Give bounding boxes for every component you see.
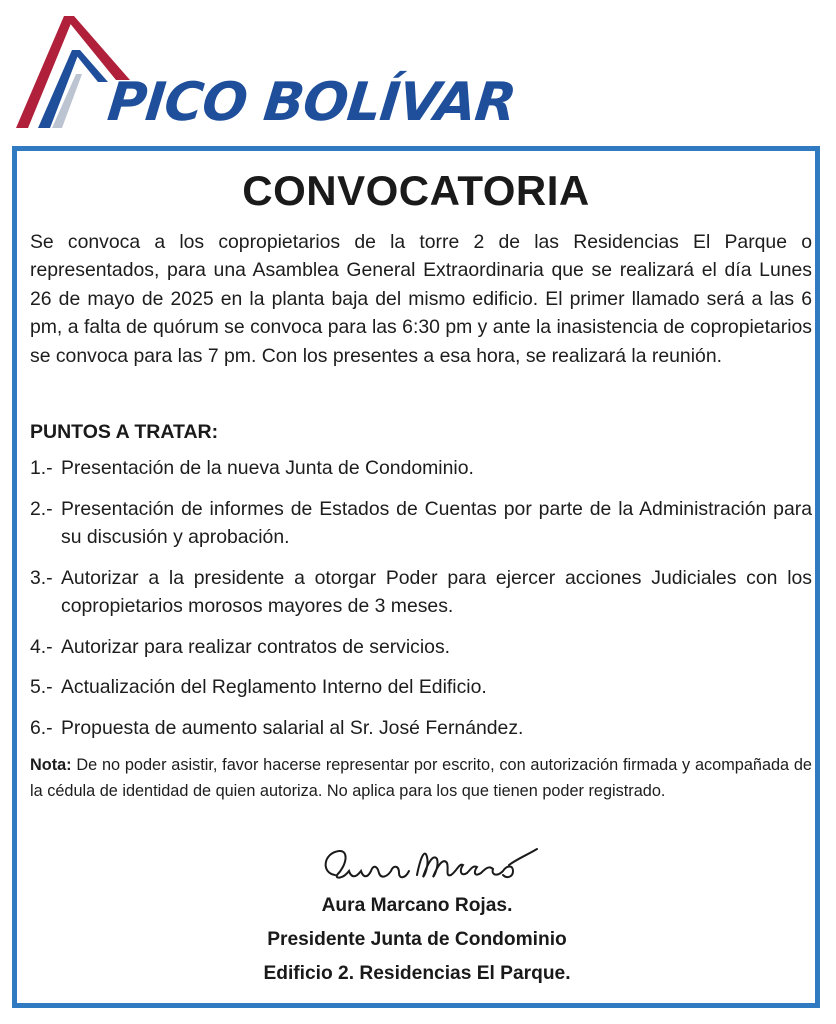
brand-logo (12, 10, 519, 136)
agenda-item-text: Autorizar para realizar contratos de servicios. (61, 635, 451, 658)
brand-name: PICO BOLÍVAR (104, 72, 519, 133)
signer-role: Presidente Junta de Condominio (267, 929, 567, 950)
agenda-item-text: Propuesta de aumento salarial al Sr. José Fernández. (61, 716, 524, 739)
points-heading: PUNTOS A TRATAR: (30, 421, 219, 443)
agenda-item-number: 4.- (30, 635, 53, 658)
note-text: De no poder asistir, favor hacerse representar por escrito, con autorización firmada y acompañada de la cédula de identidad de quien autoriza. No aplica para los que tienen poder registrado. (30, 756, 812, 800)
agenda-item-number: 2.- (30, 497, 53, 520)
agenda-item-number: 1.- (30, 457, 53, 479)
agenda-item (30, 673, 812, 702)
notice-frame (12, 146, 820, 1008)
agenda-item-text: Actualización del Reglamento Interno del Edificio. (61, 676, 487, 698)
agenda-item-text: Autorizar a la presidente a otorgar Poder para ejercer acciones Judiciales con los copropietarios morosos mayores de 3 meses. (61, 566, 812, 617)
agenda-item-number: 6.- (30, 716, 53, 739)
agenda-item (30, 495, 812, 552)
signature-block (217, 889, 617, 991)
note-paragraph (30, 752, 812, 804)
note-label: Nota: (30, 756, 72, 774)
agenda-item-text: Presentación de informes de Estados de Cuentas por parte de la Administración para su discusión y aprobación. (61, 497, 812, 548)
agenda-item (30, 564, 812, 621)
agenda-item (30, 633, 812, 662)
agenda-item-text: Presentación de la nueva Junta de Condominio. (61, 457, 474, 479)
page-title: CONVOCATORIA (242, 167, 590, 214)
agenda-item-number: 3.- (30, 566, 53, 589)
agenda-list (30, 454, 812, 754)
agenda-item (30, 454, 812, 483)
signer-building: Edificio 2. Residencias El Parque. (263, 963, 571, 984)
signer-name: Aura Marcano Rojas. (321, 895, 513, 916)
agenda-item-number: 5.- (30, 676, 53, 698)
intro-paragraph: Se convoca a los copropietarios de la torre 2 de las Residencias El Parque o representados, para una Asamblea General Extraordinaria que se realizará el día Lunes 26 de mayo de 2025 en la planta baja del mismo edificio. El primer llamado será a las 6 pm, a falta de quórum se convoca para las 6:30 pm y ante la inasistencia de copropietarios se convoca para las 7 pm. Con los presentes a esa hora, se realizará la reunión. (30, 231, 812, 367)
agenda-item (30, 714, 812, 743)
